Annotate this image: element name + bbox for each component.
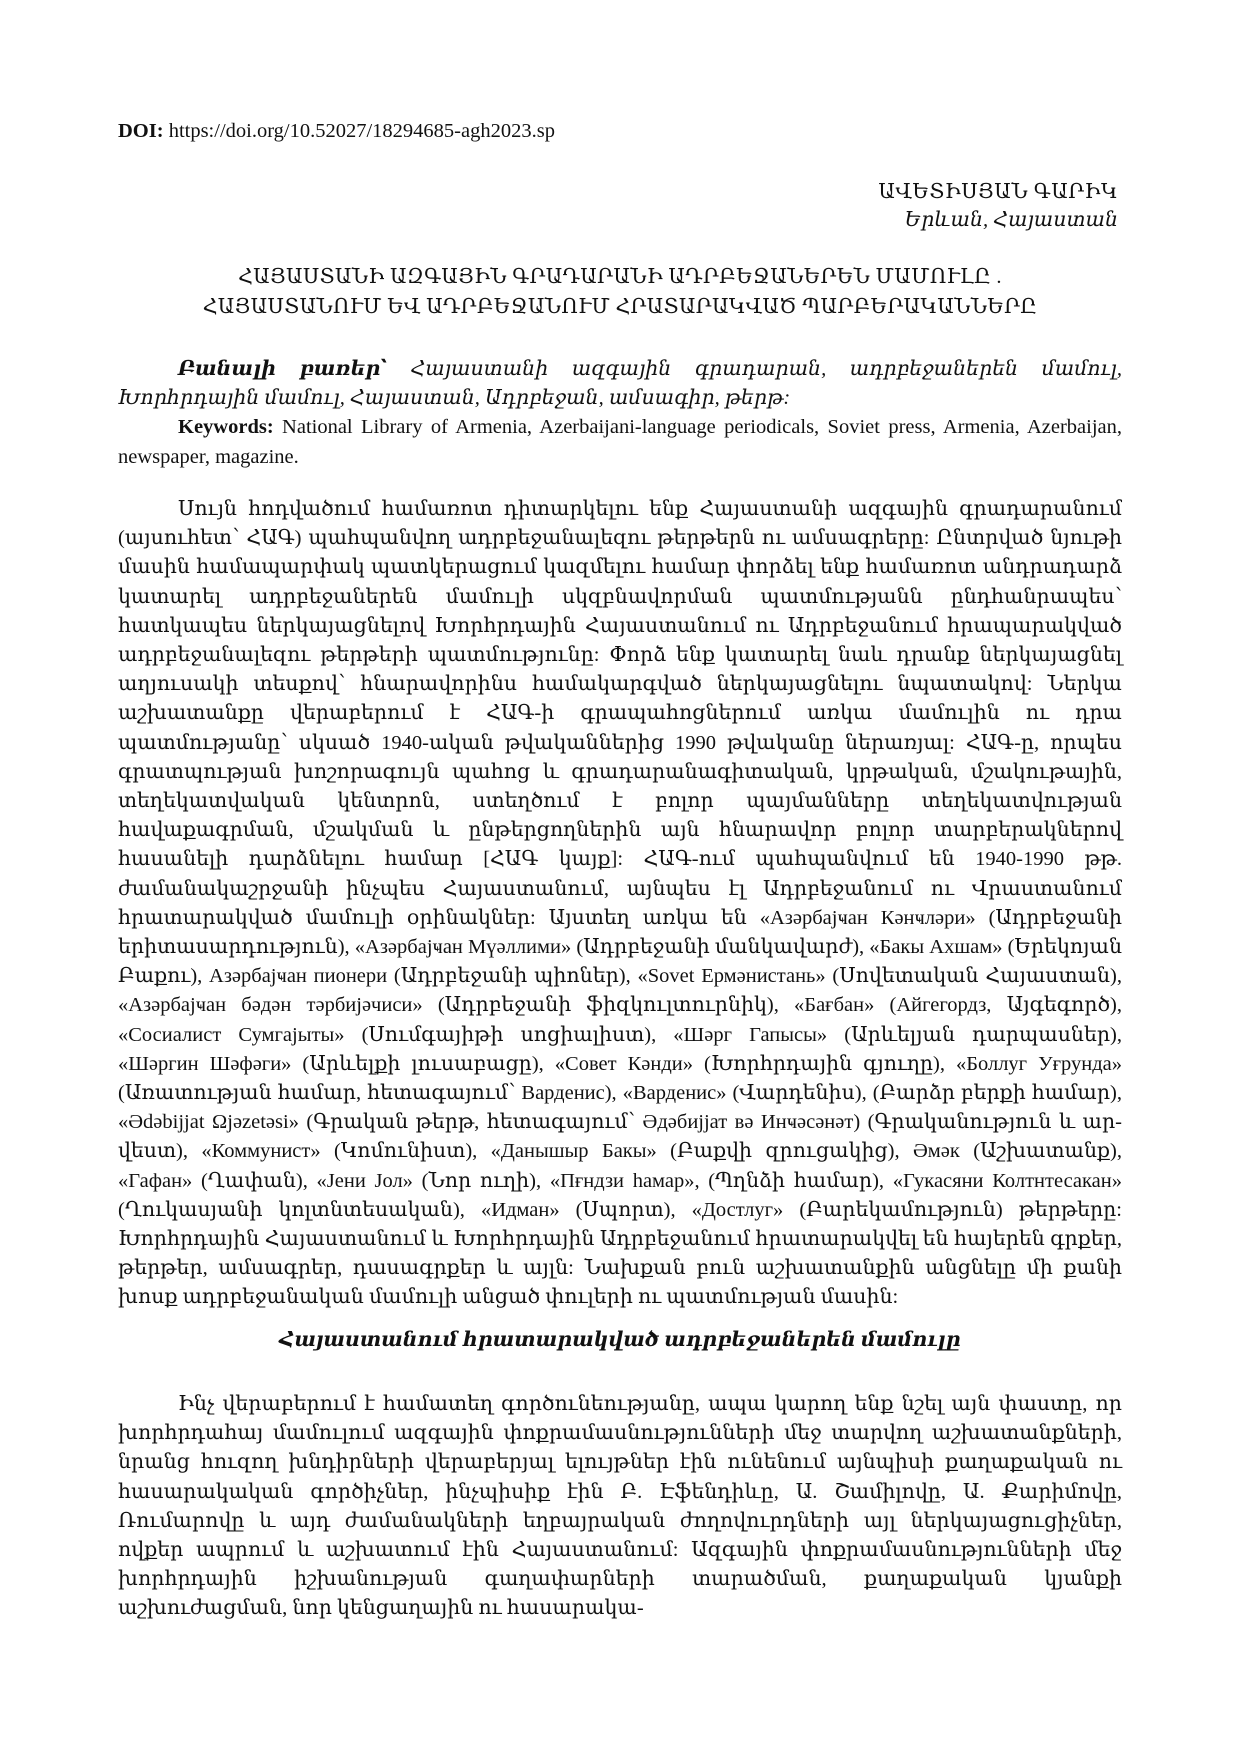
main-text [118,495,1122,1313]
section-paragraph: Ինչ վերաբերում է համատեղ գործունեությանը, ապա կարող ենք նշել այն փաստը, որ խորհրդահայ մամուլում ազգային փոքրամասնությունների մեջ տարվող աշխատանքների, նրանց հուզող խնդիրների վերաբերյալ ելույթներ էին ունենում այնպիսի քաղաքական ու հասարակական գործիչներ, ինչպիսիք էին Բ. Էֆենդիևը, Ա. Շամիլովը, Ա. Քարիմովը, Ռումարովը և այդ ժամանակների եղբայրական ժողովուրդների այլ ներկայացուցիչներ, ովքեր ապրում և աշխատում էին Հայաստանում: Ազգային փոքրամասնությունների մեջ խորհրդային իշխանության գաղափարների տարածման, քաղաքական կյանքի աշխուժացման, նոր կենցաղային ու հասարակա- [118,1393,1122,1620]
title-line-1: ՀԱՅԱՍՏԱՆԻ ԱԶԳԱՅԻՆ ԳՐԱԴԱՐԱՆԻ ԱԴՐԲԵՋԱՆԵՐԵՆ ՄԱՄՈՒԼԸ . [238,266,1002,288]
author-block [878,178,1118,234]
keywords-english [118,413,1122,471]
keywords-armenian [118,355,1122,413]
doi-label: DOI: [118,120,164,142]
main-paragraph: Սույն հոդվածում համառոտ դիտարկելու ենք Հայաստանի ազգային գրադարանում (այսուհետ՝ ՀԱԳ) պահպանվող ադրբեջանալեզու թերթերն ու ամսագրերը: Ընտրված նյութի մասին համապարփակ պատկերացում կազմելու համար փորձել ենք համառոտ անդրադարձ կատարել ադրբեջաներեն մամուլի սկզբնավորման պատմությանն ընդհանրապես՝ հատկապես ներկայացնելով Խորհրդային Հայաստանում ու Ադրբեջանում հրապարակված ադրբեջանալեզու թերթերի պատմությունը: Փորձ ենք կատարել նաև դրանք ներկայացնել աղյուսակի տեսքով՝ հնարավորինս համակարգված ներկայացնելու նպատակով: Ներկա աշխատանքը վերաբերում է ՀԱԳ-ի գրապահոցներում առկա մամուլին ու դրա պատմությանը՝ սկսած 1940-ական թվականներից 1990 թվականը ներառյալ: ՀԱԳ-ը, որպես գրատպության խոշորագույն պահոց և գրադարանագիտական, կրթական, մշակութային, տեղեկատվական կենտրոն, ստեղծում է բոլոր պայմանները տեղեկատվության հավաքագրման, մշակման և ընթերցողներին այն հնարավոր բոլոր տարբերակներով հասանելի դարձնելու համար [ՀԱԳ կայք]: ՀԱԳ-ում պահպանվում են 1940-1990 թթ. ժամանակաշրջանի ինչպես Հայաստանում, այնպես էլ Ադրբեջանում ու Վրաստանում հրատարակված մամուլի օրինակներ: Այստեղ առկա են «Азәрбајҹан Кәнҹләри» (Ադրբեջանի երիտասարդություն), «Азәрбајҹан Мүәллими» (Ադրբեջանի մանկավարժ), «Бакы Ахшам» (Երեկոյան Բաքու), Азәрбајҹан пионери (Ադրբեջանի պիոներ), «Sovet Ермәнистань» (Սովետական Հայաստան), «Азәрбајҹан бәдән тәрбијәчиси» (Ադրբեջանի ֆիզկուլտուրնիկ), «Бағбан» (Айгегордз, Այգեգործ), «Сосиалист Сумгајыты» (Սումգայիթի սոցիալիստ), «Шәрг Гапысы» (Արևելյան դարպասներ), «Шәргин Шәфәги» (Արևելքի լուսաբացը), «Совет Кәнди» (Խորհրդային գյուղը), «Боллуг Уғрунда» (Առատության համար, հետագայում՝ Варденис), «Варденис» (Վարդենիս), (Բարձր բերքի համար), «Ədəbijjat Ωјəzetəsi» (Գրական թերթ, հետագայում՝ Әдәбијјат вә Инҹәсәнәт) (Գրականություն և արվեստ), «Коммунист» (Կոմունիստ), «Данышыр Бакы» (Բաքվի զրուցակից), Әмәк (Աշխատանք), «Гафан» (Ղափան), «Јени Јол» (Նոր ուղի), «Пғндзи hамар», (Պղնձի համար), «Гукасяни Колтнтесакан» (Ղուկասյանի կոլտնտեսական), «Идман» (Սպորտ), «Достлуг» (Բարեկամություն) թերթերը: Խորհրդային Հայաստանում և Խորհրդային Ադրբեջանում հրատարակվել են հայերեն գրքեր, թերթեր, ամսագրեր, դասագրքեր և այլն: Նախքան բուն աշխատանքին անցնելը մի քանի խոսք ադրբեջանական մամուլի անցած փուլերի ու պատմության մասին: [118,498,1122,1309]
author-location: Երևան, Հայաստան [904,209,1118,231]
keywords-en-text: National Library of Armenia, Azerbaijani-language periodicals, Soviet press, Armenia, Azerbaijan, newspaper, magazine. [118,416,1122,468]
keywords-hy-label: Բանալի բառեր՝ [178,358,388,380]
title-line-2: ՀԱՅԱՍՏԱՆՈՒՄ ԵՎ ԱԴՐԲԵՋԱՆՈՒՄ ՀՐԱՏԱՐԱԿՎԱԾ ՊԱՐԲԵՐԱԿԱՆՆԵՐԸ [202,296,1038,318]
keywords-section [118,355,1122,472]
section-heading: Հայաստանում հրատարակված ադրբեջաներեն մամուլը [279,1329,961,1351]
doi-link[interactable]: https://doi.org/10.52027/18294685-agh2023.sp [168,120,555,142]
doi-line [118,118,555,144]
section-text [118,1390,1122,1624]
keywords-en-label: Keywords: [178,416,274,439]
author-name: ԱՎԵՏԻՍՅԱՆ ԳԱՐԻԿ [878,181,1118,203]
paper-title [118,262,1122,322]
keywords-hy-text: Հայաստանի ազգային գրադարան, ադրբեջաներեն մամուլ, Խորհրդային մամուլ, Հայաստան, Ադրբեջան, ամսագիր, թերթ: [118,358,1123,410]
